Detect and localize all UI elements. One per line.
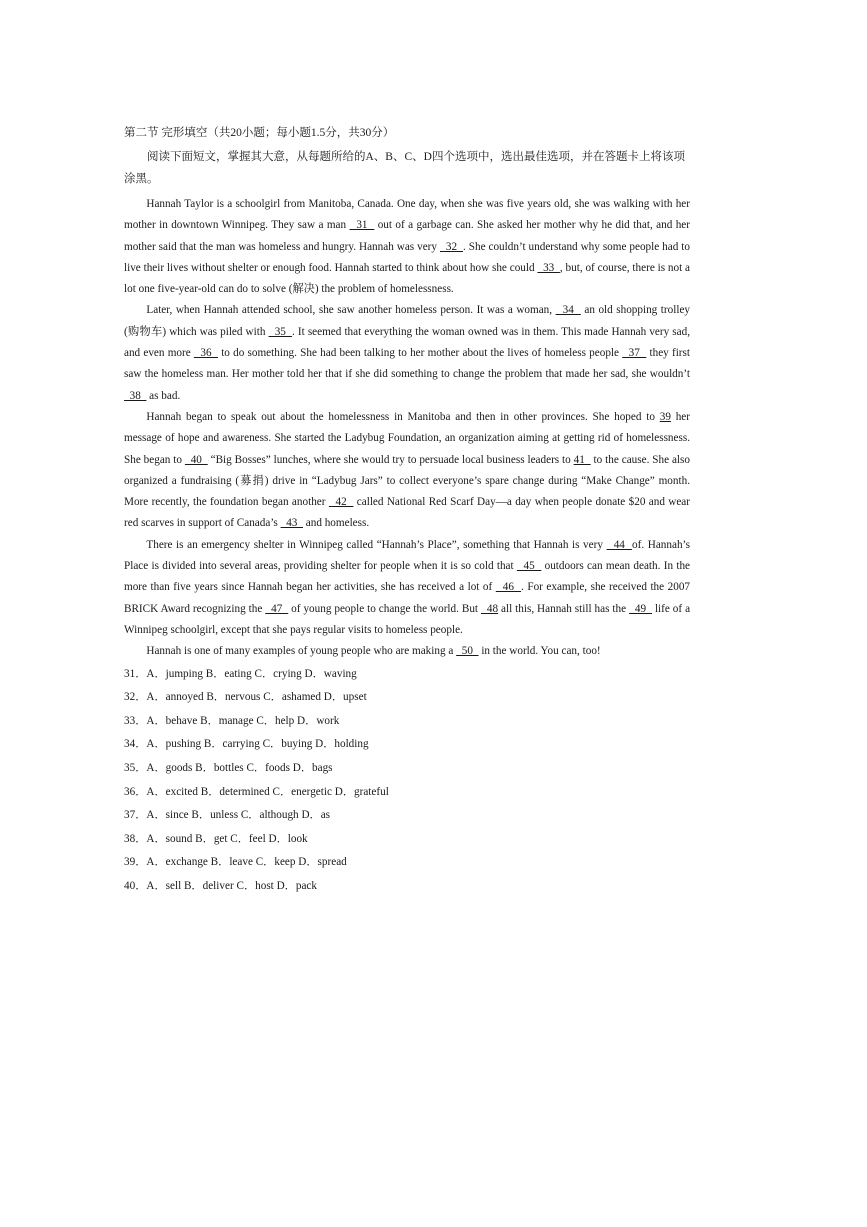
answer-blank: 38 [124, 389, 147, 402]
passage-paragraph [124, 535, 693, 641]
passage-text: as bad. [146, 389, 181, 402]
answer-blank: 46 [495, 581, 522, 594]
passage-text: in the world. You can, too! [478, 645, 601, 658]
passage-text: out of a garbage can. She asked her mother why he did that, and her mother said that the man was homeless and hungry. Hannah was very [124, 219, 693, 253]
answer-blank: 37 [622, 347, 647, 360]
question-item: 38．A．sound B．get C．feel D．look [124, 832, 308, 845]
passage-text: they first saw the homeless man. Her mother told her that if she did something to change the problem that made her sad, she wouldn’t [124, 347, 693, 381]
passage-text: There is an emergency shelter in Winnipeg called “Hannah’s Place”, something that Hannah is very [146, 538, 607, 551]
answer-blank: 41 [573, 453, 591, 466]
passage-text: of. Hannah’s Place is divided into several areas, providing shelter for people when it is so cold that [124, 538, 693, 573]
question-item: 31．A．jumping B．eating C．crying D．waving [124, 667, 357, 680]
passage-text: “Big Bosses” lunches, where she would try to persuade local business leaders to [207, 453, 574, 466]
answer-blank: 36 [193, 347, 218, 360]
question-item: 37．A．since B．unless C．although D．as [124, 809, 331, 822]
passage-paragraph [124, 300, 693, 406]
passage-text: to do something. She had been talking to her mother about the lives of homeless people [217, 347, 623, 360]
exam-page [124, 124, 693, 898]
question-item: 36．A．excited B．determined C．energetic D．grateful [124, 785, 389, 798]
section-heading: 第二节 完形填空（共20小题；每小题1.5分，共30分） [124, 127, 395, 139]
passage-text: . For example, she received the 2007 BRICK Award recognizing the [124, 581, 693, 615]
answer-blank: 48 [480, 602, 499, 615]
answer-blank: 50 [456, 645, 479, 658]
passage-text: of young people to change the world. But [288, 602, 481, 615]
answer-blank: 39 [659, 410, 671, 423]
passage-text: to the cause. She also organized a fundraising (募捐) drive in “Ladybug Jars” to collect everyone’s spare change during “Make Change” month. More recently, the foundation began another [124, 453, 693, 509]
passage-paragraph [124, 407, 693, 535]
passage-text: her message of hope and awareness. She started the Ladybug Foundation, an organization aiming at getting rid of homelessness. She began to [124, 410, 693, 466]
question-item: 35．A．goods B．bottles C．foods D．bags [124, 761, 333, 774]
passage-text: Hannah is one of many examples of young people who are making a [146, 645, 457, 658]
question-item: 32．A．annoyed B．nervous C．ashamed D．upset [124, 691, 367, 704]
passage-text: life of a Winnipeg schoolgirl, except that she pays regular visits to homeless people. [124, 602, 693, 636]
cloze-passage [124, 194, 693, 663]
answer-blank: 40 [184, 453, 208, 466]
question-item: 33．A．behave B．manage C．help D．work [124, 714, 340, 727]
passage-text: Later, when Hannah attended school, she saw another homeless person. It was a woman, [146, 304, 556, 317]
question-list [124, 663, 690, 899]
passage-text: outdoors can mean death. In the more than five years since Hannah began her activities, she has received a lot of [124, 560, 693, 594]
passage-paragraph [124, 194, 693, 300]
passage-paragraph [124, 641, 690, 662]
answer-blank: 31 [349, 219, 375, 232]
answer-blank: 32 [439, 240, 463, 253]
answer-blank: 45 [516, 560, 542, 573]
passage-text: . She couldn’t understand why some people had to live their lives without shelter or enough food. Hannah started to think about how she could [124, 240, 693, 274]
answer-blank: 49 [629, 602, 652, 615]
passage-text: Hannah began to speak out about the homelessness in Manitoba and then in other provinces. She hoped to [146, 410, 660, 423]
passage-text: . It seemed that everything the woman owned was in them. This made Hannah very sad, and even more [124, 325, 693, 360]
answer-blank: 42 [328, 496, 354, 509]
answer-blank: 33 [537, 261, 560, 274]
question-item: 40．A．sell B．deliver C．host D．pack [124, 879, 317, 892]
passage-text: called National Red Scarf Day—a day when people donate $20 and wear red scarves in support of Canada’s [124, 496, 693, 530]
passage-text: all this, Hannah still has the [498, 602, 630, 615]
passage-text: an old shopping trolley (购物车) which was piled with [124, 304, 693, 338]
answer-blank: 47 [265, 602, 289, 615]
answer-blank: 43 [280, 517, 303, 530]
answer-blank: 44 [606, 538, 633, 551]
section-instruction: 阅读下面短文，掌握其大意，从每题所给的A、B、C、D四个选项中，选出最佳选项，并在答题卡上将该项涂黑。 [124, 151, 685, 185]
answer-blank: 34 [555, 304, 581, 317]
answer-blank: 35 [268, 325, 293, 338]
question-item: 34．A．pushing B．carrying C．buying D．holding [124, 738, 369, 751]
passage-text: and homeless. [302, 517, 370, 530]
question-item: 39．A．exchange B．leave C．keep D．spread [124, 856, 347, 869]
passage-text: Hannah Taylor is a schoolgirl from Manitoba, Canada. One day, when she was five years old, she was walking with her mother in downtown Winnipeg. They saw a man [124, 198, 693, 232]
passage-text: , but, of course, there is not a lot one five-year-old can do to solve (解决) the problem of homelessness. [124, 261, 693, 296]
